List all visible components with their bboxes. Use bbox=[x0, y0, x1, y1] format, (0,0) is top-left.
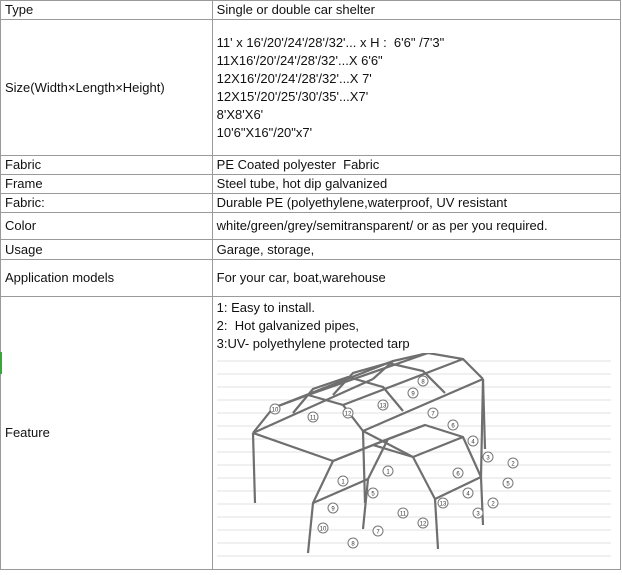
callout-number: 9 bbox=[331, 506, 335, 513]
callout-number: 6 bbox=[456, 471, 460, 478]
callout-number: 6 bbox=[451, 423, 455, 430]
callout-number: 4 bbox=[471, 439, 475, 446]
fabric-material-label: Fabric: bbox=[1, 194, 213, 213]
purlin-pipe bbox=[413, 437, 463, 457]
callout-number: 1 bbox=[386, 469, 390, 476]
row-fabric-material bbox=[1, 194, 621, 213]
size-values bbox=[212, 20, 620, 156]
leg-pipe bbox=[363, 431, 365, 503]
size-label: Size(Width×Length×Height) bbox=[1, 20, 213, 156]
callout-number: 2 bbox=[511, 461, 515, 468]
row-type bbox=[1, 1, 621, 20]
row-feature bbox=[1, 297, 621, 570]
callout-number: 12 bbox=[419, 521, 427, 528]
row-usage bbox=[1, 240, 621, 260]
purlin-pipe bbox=[373, 425, 425, 445]
callout-number: 10 bbox=[271, 407, 279, 414]
callout-number: 9 bbox=[411, 391, 415, 398]
feature-line: 1: Easy to install. bbox=[216, 300, 315, 315]
fabric-label: Fabric bbox=[1, 156, 213, 175]
callout-number: 8 bbox=[351, 541, 355, 548]
row-size bbox=[1, 20, 621, 156]
color-label: Color bbox=[1, 213, 213, 240]
purlin-pipe bbox=[435, 477, 481, 499]
callout-number: 5 bbox=[506, 481, 510, 488]
application-label: Application models bbox=[1, 260, 213, 297]
usage-value: Garage, storage, bbox=[212, 240, 620, 260]
purlin-pipe bbox=[363, 431, 413, 457]
usage-label: Usage bbox=[1, 240, 213, 260]
color-value: white/green/grey/semitransparent/ or as per you required. bbox=[212, 213, 620, 240]
row-application bbox=[1, 260, 621, 297]
type-value: Single or double car shelter bbox=[212, 1, 620, 20]
callout-number: 11 bbox=[309, 415, 316, 422]
feature-label: Feature bbox=[1, 297, 213, 570]
feature-line: 2: Hot galvanized pipes, bbox=[216, 318, 360, 333]
feature-line: 3:UV- polyethylene protected tarp bbox=[216, 336, 410, 351]
callout-number: 10 bbox=[319, 526, 327, 533]
size-line: 12X15'/20'/25'/30'/35'...X7' bbox=[216, 88, 369, 104]
feature-values bbox=[212, 297, 620, 570]
fabric-value: PE Coated polyester Fabric bbox=[212, 156, 620, 175]
callout-number: 7 bbox=[431, 411, 435, 418]
shelter-frame-diagram bbox=[213, 353, 615, 567]
size-line: 11X16'/20'/24'/28'/32'...X 6'6" bbox=[216, 52, 383, 68]
callout-number: 2 bbox=[491, 501, 495, 508]
side-arch-pipe bbox=[308, 445, 438, 553]
size-line: 12X16'/20'/24'/28'/32'...X 7' bbox=[216, 70, 372, 86]
callout-number: 13 bbox=[379, 403, 387, 410]
shelter-frame-drawing bbox=[213, 353, 615, 567]
type-label: Type bbox=[1, 1, 213, 20]
leg-pipe bbox=[253, 433, 255, 503]
row-fabric bbox=[1, 156, 621, 175]
frame-label: Frame bbox=[1, 175, 213, 194]
callout-number: 11 bbox=[399, 511, 406, 518]
callout-number: 3 bbox=[486, 455, 490, 462]
callout-number: 12 bbox=[344, 411, 352, 418]
row-frame bbox=[1, 175, 621, 194]
row-marker bbox=[0, 352, 2, 374]
frame-value: Steel tube, hot dip galvanized bbox=[212, 175, 620, 194]
callout-number: 13 bbox=[439, 501, 447, 508]
fabric-material-value: Durable PE (polyethylene,waterproof, UV resistant bbox=[212, 194, 620, 213]
size-line: 10'6"X16"/20"x7' bbox=[216, 124, 313, 140]
callout-number: 1 bbox=[341, 479, 345, 486]
callout-number: 8 bbox=[421, 379, 425, 386]
purlin-pipe bbox=[253, 433, 333, 461]
callout-number: 5 bbox=[371, 491, 375, 498]
callout-number: 3 bbox=[476, 511, 480, 518]
row-color bbox=[1, 213, 621, 240]
callout-number: 7 bbox=[376, 529, 380, 536]
size-line: 8'X8'X6' bbox=[216, 106, 264, 122]
size-line: 11' x 16'/20'/24'/28'/32'... x H : 6'6" /7'3" bbox=[216, 34, 445, 50]
application-value: For your car, boat,warehouse bbox=[212, 260, 620, 297]
callout-number: 4 bbox=[466, 491, 470, 498]
